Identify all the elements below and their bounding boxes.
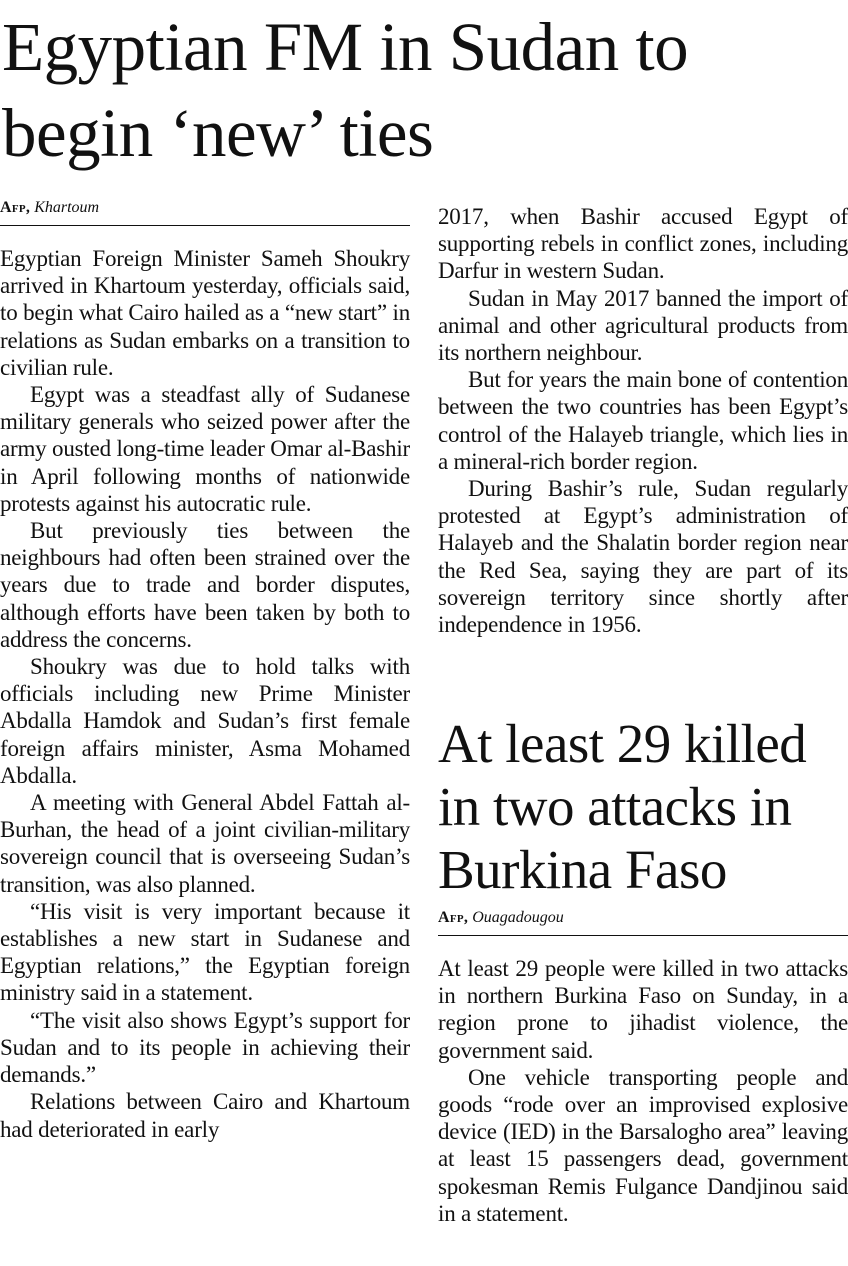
body-paragraph: “His visit is very important because it establishes a new start in Sudanese and Egyptian relations,” the Egyptian foreign ministry said in a statement. xyxy=(0,898,410,1006)
article-body-right-column xyxy=(438,203,848,638)
body-paragraph: “The visit also shows Egypt’s support for Sudan and to its people in achieving their demands.” xyxy=(0,1007,410,1088)
body-paragraph: Sudan in May 2017 banned the import of animal and other agricultural products from its northern neighbour. xyxy=(438,285,848,366)
article-body-left-column xyxy=(0,245,410,1143)
article-headline: Egyptian FM in Sudan to begin ‘new’ ties xyxy=(2,9,689,171)
byline-agency: Afp, xyxy=(438,909,469,926)
second-article-headline: At least 29 killed in two attacks in Burkina Faso xyxy=(438,713,807,900)
body-paragraph: But previously ties between the neighbours had often been strained over the years due to trade and border disputes, although efforts have been taken by both to address the concerns. xyxy=(0,518,410,652)
body-paragraph: During Bashir’s rule, Sudan regularly protested at Egypt’s administration of Halayeb and the Shalatin border region near the Red Sea, saying they are part of its sovereign territory since shortly after independence in 1956. xyxy=(438,476,848,638)
body-paragraph: Egypt was a steadfast ally of Sudanese military generals who seized power after the army ousted long-time leader Omar al-Bashir in April following months of nationwide protests against his autocratic rule. xyxy=(0,382,410,516)
second-article-byline xyxy=(438,908,848,936)
article-byline xyxy=(0,198,410,226)
second-article-body xyxy=(438,955,848,1227)
byline-location: Khartoum xyxy=(34,199,100,216)
byline-location: Ouagadougou xyxy=(472,909,564,926)
body-paragraph: Relations between Cairo and Khartoum had deteriorated in early xyxy=(0,1089,410,1142)
byline-agency: Afp, xyxy=(0,199,31,216)
body-paragraph: At least 29 people were killed in two attacks in northern Burkina Faso on Sunday, in a region prone to jihadist violence, the government said. xyxy=(438,956,848,1063)
body-paragraph: But for years the main bone of contention between the two countries has been Egypt’s control of the Halayeb triangle, which lies in a mineral-rich border region. xyxy=(438,367,848,474)
body-paragraph-continued: 2017, when Bashir accused Egypt of supporting rebels in conflict zones, including Darfur in western Sudan. xyxy=(438,204,848,284)
body-paragraph: Shoukry was due to hold talks with officials including new Prime Minister Abdalla Hamdok and Sudan’s first female foreign affairs minister, Asma Mohamed Abdalla. xyxy=(0,654,410,788)
body-paragraph: A meeting with General Abdel Fattah al-Burhan, the head of a joint civilian-military sovereign council that is overseeing Sudan’s transition, was also planned. xyxy=(0,790,410,897)
body-paragraph: Egyptian Foreign Minister Sameh Shoukry arrived in Khartoum yesterday, officials said, to begin what Cairo hailed as a “new start” in relations as Sudan embarks on a transition to civilian rule. xyxy=(0,246,410,380)
body-paragraph: One vehicle transporting people and goods “rode over an improvised explosive device (IED) in the Barsalogho area” leaving at least 15 passengers dead, government spokesman Remis Fulgance Dandjinou said in a statement. xyxy=(438,1064,848,1226)
